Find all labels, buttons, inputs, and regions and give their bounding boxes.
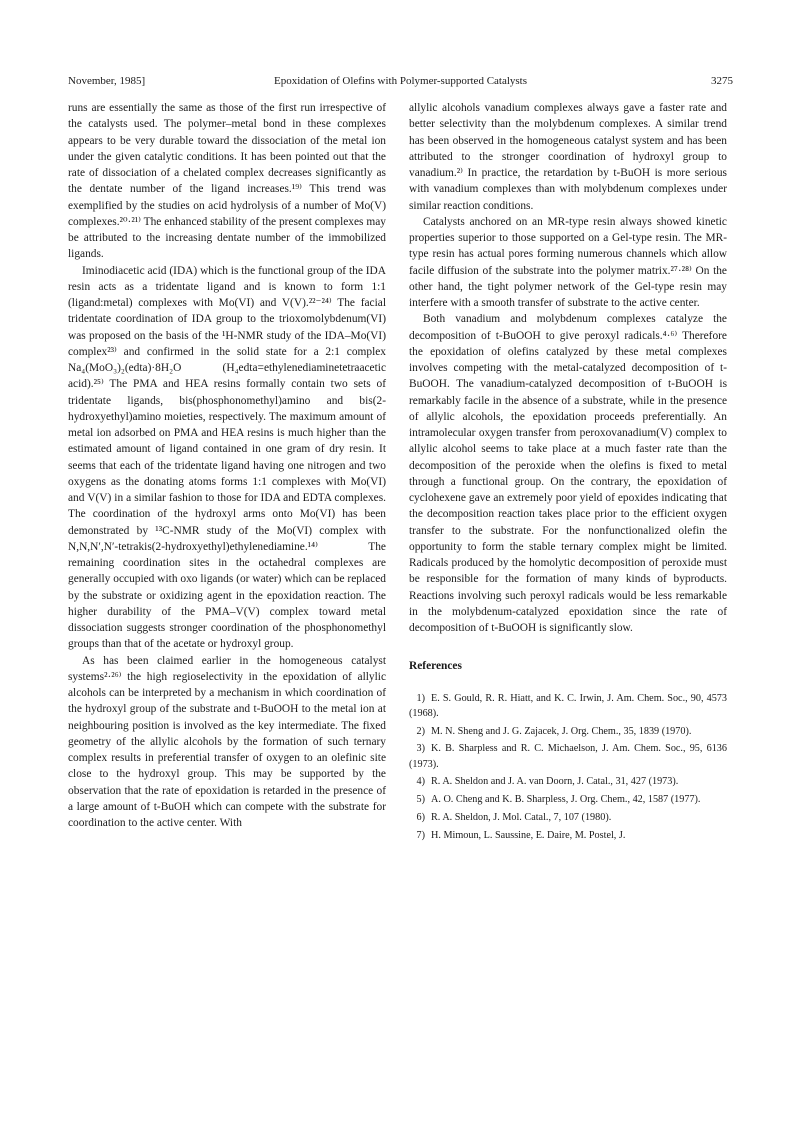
reference-number: 3) [416, 743, 425, 755]
reference-number: 2) [416, 725, 425, 737]
reference-list [409, 691, 727, 844]
left-column [68, 100, 386, 831]
reference-item [409, 828, 727, 843]
reference-item [409, 691, 727, 722]
reference-text: E. S. Gould, R. R. Hiatt, and K. C. Irwin, J. Am. Chem. Soc., 90, 4573 (1968). [409, 692, 727, 719]
reference-number: 6) [416, 812, 425, 824]
reference-item [409, 724, 727, 739]
reference-text: H. Mimoun, L. Saussine, E. Daire, M. Postel, J. [431, 829, 626, 841]
right-column [409, 100, 727, 846]
reference-text: A. O. Cheng and K. B. Sharpless, J. Org. Chem., 42, 1587 (1977). [431, 794, 701, 806]
reference-item [409, 774, 727, 789]
header-title: Epoxidation of Olefins with Polymer-supported Catalysts [273, 75, 528, 87]
paragraph: runs are essentially the same as those of the first run irrespective of the catalysts used. The polymer–metal bond in these complexes appears to be very durable toward the dissociation of the metal ion under the given catalytic conditions. It has been pointed out that the rate of dissociation of a chelated complex decreases significantly as the dentate number of the ligand increases.¹⁹⁾ This trend was exemplified by the studies on acid hydrolysis of a number of Mo(V) complexes.²⁰·²¹⁾ The enhanced stability of the present complexes may be attributed to the increasing dentate number of the immobilized ligands. [68, 102, 386, 261]
paragraph: As has been claimed earlier in the homogeneous catalyst systems²·²⁶⁾ the high regioselectivity in the epoxidation of allylic alcohols can be interpreted by a mechanism in which coordination of the hydroxyl group of the substrate and t-BuOOH to the metal ion at neighbouring position is involved as the key intermediate. The fixed geometry of the allylic alcohols by the formation of such ternary complex results in preferential transfer of oxygen to an olefinic site close to the hydroxyl group. This may be supported by the observation that the rate of epoxidation is retarded in the presence of a large amount of t-BuOH which can compete with the substrate for coordination to the active center. With [68, 654, 386, 829]
reference-text: R. A. Sheldon and J. A. van Doorn, J. Catal., 31, 427 (1973). [431, 776, 679, 788]
reference-text: R. A. Sheldon, J. Mol. Catal., 7, 107 (1980). [431, 812, 612, 824]
paragraph: Both vanadium and molybdenum complexes catalyze the decomposition of t-BuOOH to give peroxyl radicals.⁴·⁶⁾ Therefore the epoxidation of olefins catalyzed by these metal complexes involves competing with the metal-catalyzed decomposition of t-BuOOH. The vanadium-catalyzed decomposition of t-BuOOH is remarkably facile in the absence of a substrate, while in the presence of allylic alcohols, the epoxidation proceeds preferentially. An intramolecular oxygen transfer from peroxovanadium(V) complex to allylic alcohol seems to take place at a much faster rate than the decomposition of the peroxide when the olefins is fixed to metal through a functional group. On the contrary, the epoxidation of cyclohexene gave an extremely poor yield of epoxides indicating that the decomposition reaction takes place prior to the efficient oxygen transfer to the substrate. For the nonfunctionalized olefin the opportunity to form the stable ternary complex might be limited. Radicals produced by the homolytic decomposition of peroxide must be responsible for the formation of many kinds of byproducts. Reactions involving such peroxyl radicals would be less remarkable in the molybdenum-catalyzed epoxidation since the rate of decomposition of t-BuOOH is significantly slow. [409, 313, 727, 634]
reference-number: 7) [416, 829, 425, 841]
references-heading: References [409, 660, 462, 673]
reference-text: M. N. Sheng and J. G. Zajacek, J. Org. Chem., 35, 1839 (1970). [431, 725, 692, 737]
reference-number: 4) [416, 776, 425, 788]
reference-item [409, 792, 727, 807]
header-page-number: 3275 [711, 75, 733, 87]
header-date: November, 1985] [68, 75, 146, 87]
paragraph: Iminodiacetic acid (IDA) which is the functional group of the IDA resin acts as a tridentate ligand and is known to form 1:1 (ligand:metal) complexes with Mo(VI) and V(V).²²⁻²⁴⁾ The facial tridentate coordination of IDA group to the trioxomolybdenum(VI) was proposed on the basis of the ¹H-NMR study of the IDA–Mo(VI) complex²³⁾ and confirmed in the solid state for a 2:1 complex Na₄(MoO₃)₂(edta)·8H₂O (H₄edta=ethylenediaminetetraacetic acid).²⁵⁾ The PMA and HEA resins formally contain two sets of tridentate ligands, bis(phosphonomethyl)amino and bis(2-hydroxyethyl)amino moieties, respectively. The maximum amount of metal ion adsorbed on PMA and HEA resins is much higher than the estimated amount of ligand contained in one gram of dry resin. It seems that each of the tridentate ligand having one nitrogen and two oxygens as the donating atoms forms 1:1 complexes with Mo(VI) and V(V) in a similar fashion to those for IDA and EDTA complexes. The coordination of the hydroxyl arms onto Mo(VI) has been demonstrated by ¹³C-NMR study of the Mo(VI) complex with N,N,N′,N′-tetrakis(2-hydroxyethyl)ethylenediamine.¹⁴⁾ The remaining coordination sites in the octahedral complexes are generally occupied with oxo ligands (or water) which can be replaced by the substrate or oxidizing agent in the epoxidation reaction. The higher durability of the PMA–V(V) complex toward metal dissociation suggests stronger coordination of the phosphonomethyl groups than that of the acetate or hydroxyl group. [68, 264, 386, 651]
running-header [68, 73, 733, 89]
reference-text: K. B. Sharpless and R. C. Michaelson, J. Am. Chem. Soc., 95, 6136 (1973). [409, 743, 727, 770]
reference-item [409, 810, 727, 825]
reference-number: 5) [416, 794, 425, 806]
paragraph: allylic alcohols vanadium complexes always gave a faster rate and better selectivity than the molybdenum complexes. A similar trend has been observed in the homogeneous catalyst system and has been attributed to the stronger coordination of hydroxyl group to vanadium.²⁾ In practice, the retardation by t-BuOH is more serious with vanadium complexes than with molybdenum complexes under similar reaction conditions. [409, 102, 727, 212]
paragraph: Catalysts anchored on an MR-type resin always showed kinetic properties superior to those supported on a Gel-type resin. The MR-type resin has actual pores forming numerous channels which allow facile diffusion of the substrate into the polymer matrix.²⁷·²⁸⁾ On the other hand, the tight polymer network of the Gel-type resin may interfere with a smooth transfer of substrate to the active center. [409, 215, 727, 309]
reference-item [409, 741, 727, 772]
reference-number: 1) [416, 692, 425, 704]
